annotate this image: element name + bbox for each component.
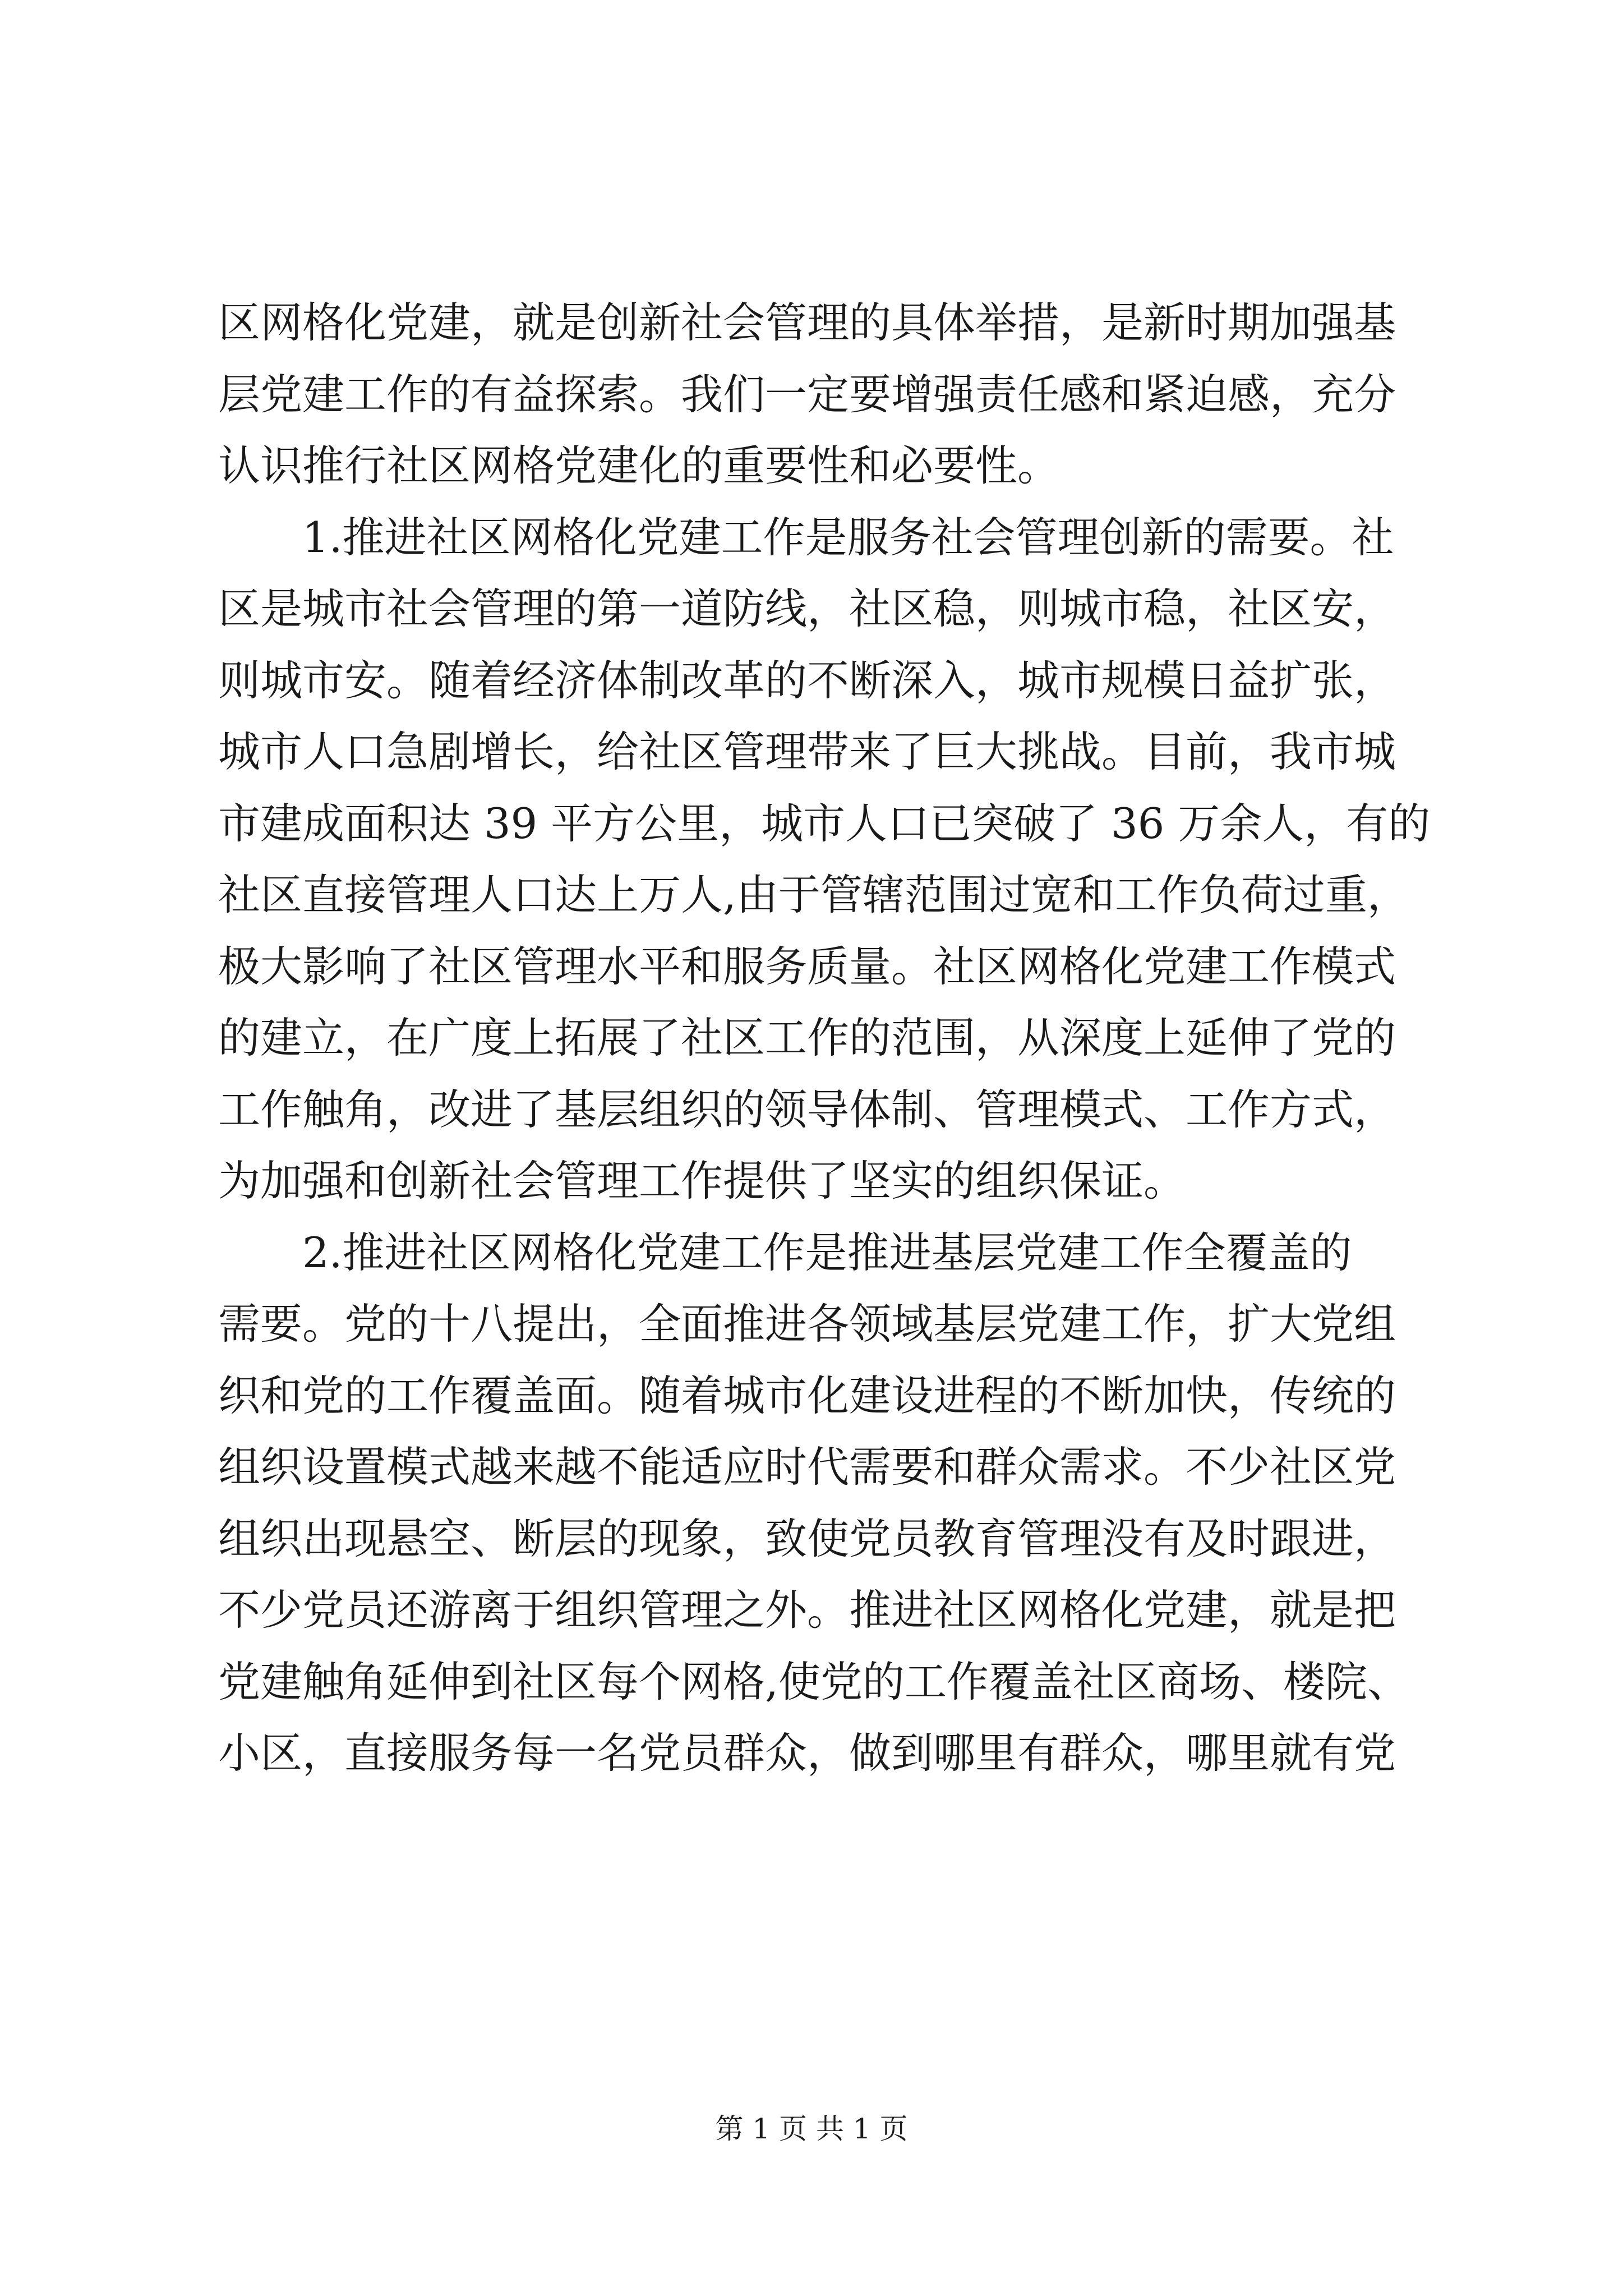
- text-line: 工作触角，改进了基层组织的领导体制、管理模式、工作方式，: [218, 1084, 1396, 1134]
- page-number-footer: 第 1 页 共 1 页: [715, 2113, 908, 2145]
- document-body: [218, 287, 1431, 1789]
- text-line: 不少党员还游离于组织管理之外。推进社区网格化党建，就是把: [218, 1585, 1396, 1635]
- text-line: 织和党的工作覆盖面。随着城市化建设进程的不断加快，传统的: [218, 1370, 1396, 1420]
- paragraph-start-line: 2.推进社区网格化党建工作是推进基层党建工作全覆盖的: [302, 1227, 1352, 1277]
- text-line: 认识推行社区网格党建化的重要性和必要性。: [218, 441, 1060, 490]
- text-line: 为加强和创新社会管理工作提供了坚实的组织保证。: [218, 1156, 1186, 1205]
- text-line: 区网格化党建，就是创新社会管理的具体举措，是新时期加强基: [218, 298, 1396, 347]
- text-line: 城市人口急剧增长，给社区管理带来了巨大挑战。目前，我市城: [218, 727, 1396, 776]
- text-line: 组织设置模式越来越不能适应时代需要和群众需求。不少社区党: [218, 1442, 1396, 1492]
- text-line: 组织出现悬空、断层的现象，致使党员教育管理没有及时跟进，: [218, 1513, 1396, 1563]
- text-line: 需要。党的十八提出，全面推进各领域基层党建工作，扩大党组: [218, 1299, 1396, 1349]
- text-line: 社区直接管理人口达上万人,由于管辖范围过宽和工作负荷过重，: [218, 870, 1409, 919]
- paragraph-start-line: 1.推进社区网格化党建工作是服务社会管理创新的需要。社: [302, 512, 1394, 562]
- text-line: 小区，直接服务每一名党员群众，做到哪里有群众，哪里就有党: [218, 1728, 1396, 1778]
- text-line: 市建成面积达 39 平方公里，城市人口已突破了 36 万余人，有的: [218, 798, 1431, 848]
- text-line: 党建触角延伸到社区每个网格,使党的工作覆盖社区商场、楼院、: [218, 1657, 1409, 1706]
- text-line: 则城市安。随着经济体制改革的不断深入，城市规模日益扩张，: [218, 655, 1396, 705]
- text-line: 的建立，在广度上拓展了社区工作的范围，从深度上延伸了党的: [218, 1013, 1396, 1062]
- text-line: 区是城市社会管理的第一道防线，社区稳，则城市稳，社区安，: [218, 584, 1396, 633]
- text-line: 层党建工作的有益探索。我们一定要增强责任感和紧迫感，充分: [218, 369, 1396, 419]
- text-line: 极大影响了社区管理水平和服务质量。社区网格化党建工作模式: [218, 941, 1396, 991]
